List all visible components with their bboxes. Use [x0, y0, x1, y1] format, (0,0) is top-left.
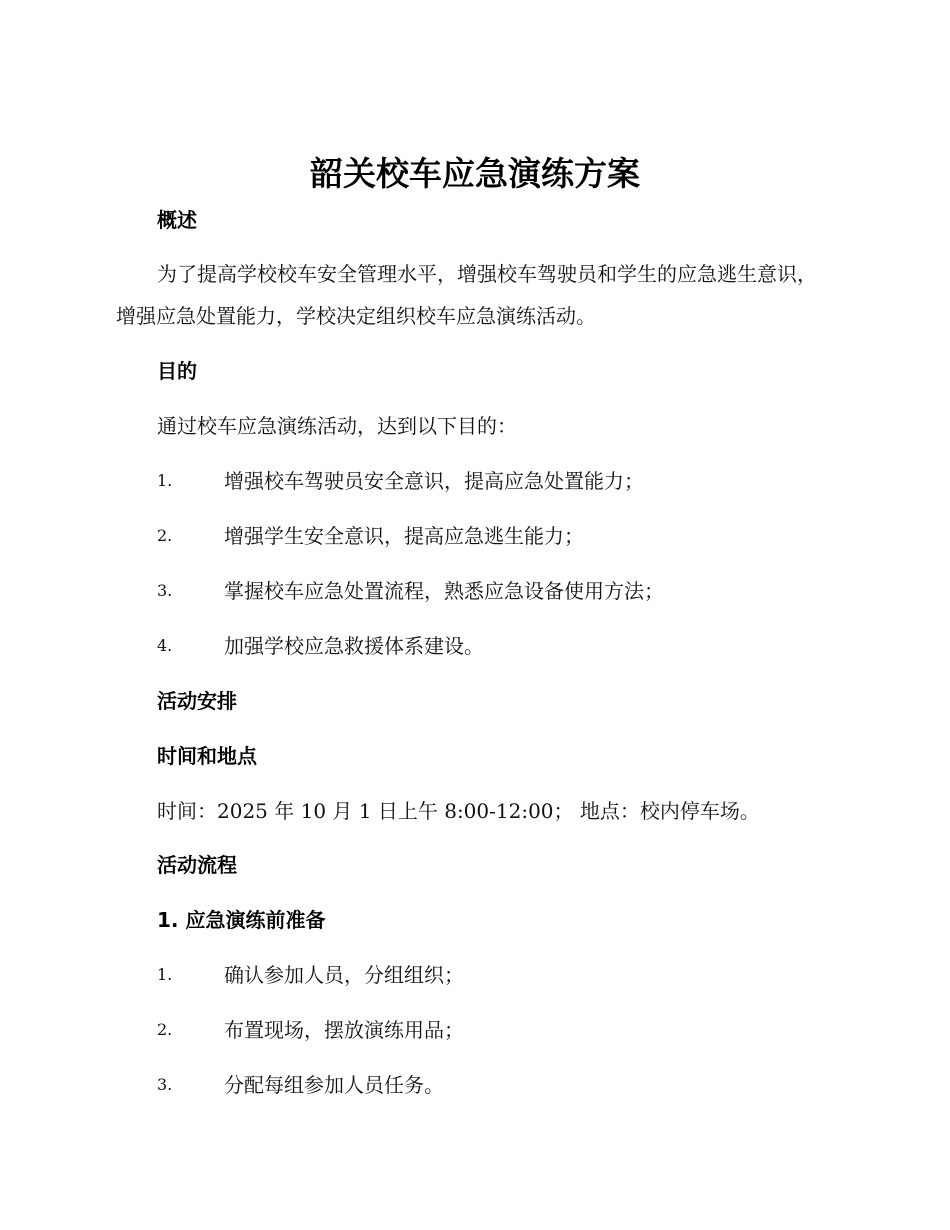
time-place-text: 时间：2025 年 10 月 1 日上午 8:00-12:00； 地点：校内停车场。 — [157, 799, 760, 823]
list-number: 2. — [157, 1020, 173, 1039]
heading-time-place: 时间和地点 — [157, 744, 257, 768]
purpose-list-item — [157, 576, 837, 606]
list-text: 布置现场，摆放演练用品； — [224, 1018, 464, 1042]
list-text: 掌握校车应急处置流程，熟悉应急设备使用方法； — [224, 579, 664, 603]
list-number: 3. — [157, 1075, 173, 1094]
purpose-intro: 通过校车应急演练活动，达到以下目的： — [157, 414, 517, 438]
list-number: 2. — [157, 526, 173, 545]
heading-process: 活动流程 — [157, 853, 237, 877]
purpose-list-item — [157, 521, 837, 551]
list-text: 加强学校应急救援体系建设。 — [224, 634, 484, 658]
list-number: 4. — [157, 636, 173, 655]
list-number: 1. — [157, 965, 173, 984]
overview-paragraph: 为了提高学校校车安全管理水平，增强校车驾驶员和学生的应急逃生意识，增强应急处置能力，学校决定组织校车应急演练活动。 — [116, 262, 817, 328]
purpose-list-item — [157, 466, 837, 496]
document-title: 韶关校车应急演练方案 — [310, 154, 640, 193]
list-number: 1. — [157, 471, 173, 490]
heading-purpose: 目的 — [157, 359, 197, 383]
list-number: 3. — [157, 581, 173, 600]
list-text: 分配每组参加人员任务。 — [224, 1073, 444, 1097]
prep-list-item — [157, 1070, 837, 1100]
heading-preparation: 1. 应急演练前准备 — [157, 908, 326, 932]
list-text: 增强学生安全意识，提高应急逃生能力； — [224, 524, 584, 548]
list-text: 确认参加人员，分组组织； — [224, 963, 464, 987]
heading-arrangement: 活动安排 — [157, 689, 237, 713]
list-text: 增强校车驾驶员安全意识，提高应急处置能力； — [224, 469, 644, 493]
heading-overview: 概述 — [157, 208, 197, 232]
purpose-list-item — [157, 631, 837, 661]
prep-list-item — [157, 960, 837, 990]
prep-list-item — [157, 1015, 837, 1045]
